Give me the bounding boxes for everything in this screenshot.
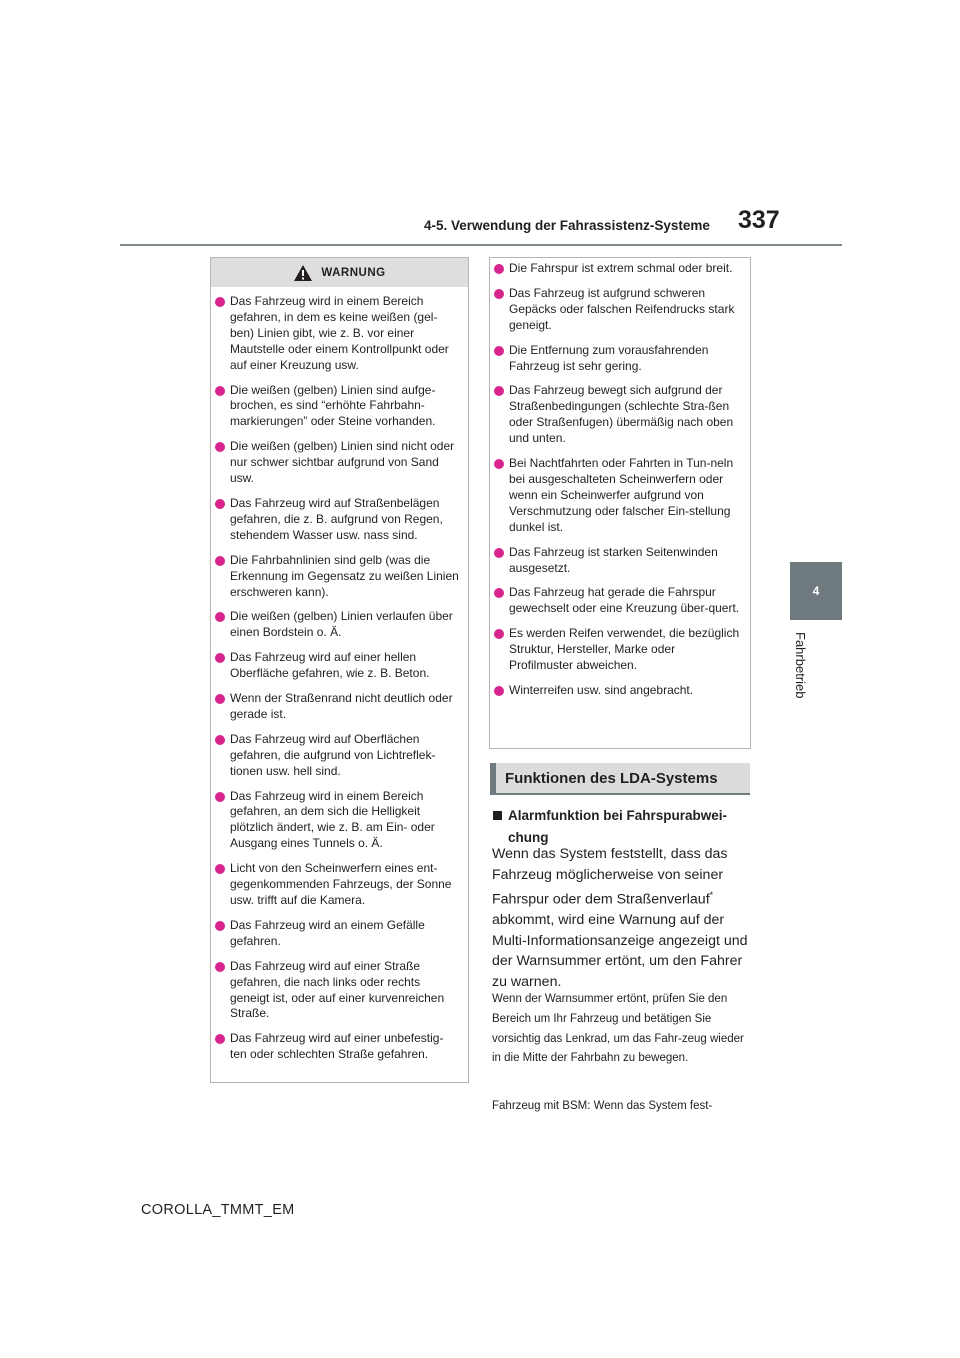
list-item-text: Das Fahrzeug wird an einem Gefälle gefahren. xyxy=(230,917,425,948)
warning-triangle-icon xyxy=(293,264,313,282)
note-paragraph: Wenn der Warnsummer ertönt, prüfen Sie den Bereich um Ihr Fahrzeug und betätigen Sie vorsichtig das Lenkrad, um das Fahr-zeug wieder in die Mitte der Fahrbahn zu bewegen. xyxy=(492,993,744,1065)
bullet-dot-icon xyxy=(215,864,225,874)
warning-list xyxy=(211,287,468,1063)
bullet-dot-icon xyxy=(215,556,225,566)
list-item xyxy=(215,294,460,374)
list-item-text: Das Fahrzeug wird auf einer hellen Oberfläche gefahren, wie z. B. Beton. xyxy=(230,650,430,681)
list-item xyxy=(215,553,460,601)
warning-continued-list xyxy=(490,258,750,699)
bullet-dot-icon xyxy=(215,653,225,663)
list-item xyxy=(215,732,460,780)
list-item xyxy=(494,286,742,334)
bullet-dot-icon xyxy=(215,962,225,972)
bullet-dot-icon xyxy=(215,735,225,745)
footnote-marker: * xyxy=(709,890,714,900)
bullet-dot-icon xyxy=(494,346,504,356)
bullet-dot-icon xyxy=(494,459,504,469)
list-item xyxy=(494,343,742,375)
list-item-text: Licht von den Scheinwerfern eines ent-gegenkommenden Fahrzeugs, der Sonne usw. trifft auf die Kamera. xyxy=(230,861,452,907)
list-item-text: Das Fahrzeug wird auf Straßenbelägen gefahren, die z. B. aufgrund von Regen, stehendem Wasser usw. nass sind. xyxy=(230,495,443,542)
bullet-dot-icon xyxy=(215,694,225,704)
list-item xyxy=(215,691,460,723)
warning-header xyxy=(211,258,468,287)
bullet-dot-icon xyxy=(215,386,225,396)
bullet-dot-icon xyxy=(215,792,225,802)
page-number: 337 xyxy=(738,206,780,234)
list-item xyxy=(494,261,742,277)
bullet-dot-icon xyxy=(215,612,225,622)
list-item-text: Das Fahrzeug ist starken Seitenwinden ausgesetzt. xyxy=(509,544,718,575)
list-item xyxy=(215,1031,460,1063)
bullet-dot-icon xyxy=(215,1034,225,1044)
list-item-text: Das Fahrzeug hat gerade die Fahrspur gewechselt oder eine Kreuzung über-quert. xyxy=(509,585,740,616)
bullet-dot-icon xyxy=(215,442,225,452)
list-item-text: Die weißen (gelben) Linien verlaufen über einen Bordstein o. Ä. xyxy=(230,609,453,640)
list-item xyxy=(215,650,460,682)
footer-code: COROLLA_TMMT_EM xyxy=(141,1202,295,1218)
bullet-dot-icon xyxy=(494,629,504,639)
main-paragraph xyxy=(492,844,754,992)
bullet-dot-icon xyxy=(494,588,504,598)
square-bullet-icon xyxy=(493,811,502,820)
list-item xyxy=(494,383,742,447)
header-section-title: 4-5. Verwendung der Fahrassistenz-Systeme xyxy=(424,218,710,233)
list-item-text: Das Fahrzeug wird auf Oberflächen gefahren, die aufgrund von Lichtreflek-tionen usw. hell sind. xyxy=(230,731,436,778)
bullet-dot-icon xyxy=(215,921,225,931)
list-item xyxy=(494,545,742,577)
chapter-tab: 4 xyxy=(790,562,842,620)
list-item xyxy=(215,383,460,431)
list-item xyxy=(215,789,460,853)
list-item xyxy=(215,439,460,487)
list-item-text: Das Fahrzeug ist aufgrund schweren Gepäcks oder falschen Reifendrucks stark geneigt. xyxy=(509,285,735,332)
bullet-dot-icon xyxy=(494,686,504,696)
subheading xyxy=(492,805,754,849)
list-item-text: Das Fahrzeug wird in einem Bereich gefahren, an dem sich die Helligkeit plötzlich ändert, wie z. B. am Ein- oder Ausgang eines Tunnels o. Ä. xyxy=(230,788,435,851)
bsm-paragraph: Fahrzeug mit BSM: Wenn das System fest- xyxy=(492,1100,713,1112)
list-item xyxy=(494,683,742,699)
list-item-text: Winterreifen usw. sind angebracht. xyxy=(509,682,694,697)
bullet-dot-icon xyxy=(215,297,225,307)
warning-continued-box xyxy=(489,257,751,749)
main-paragraph-start: Wenn das System feststellt, dass das Fahrzeug möglicherweise von seiner Fahrspur oder dem Straßenverlauf xyxy=(492,846,728,908)
list-item xyxy=(494,585,742,617)
list-item-text: Das Fahrzeug wird in einem Bereich gefahren, in dem es keine weißen (gel-ben) Linien gibt, wie z. B. vor einer Mautstelle oder einem Kontrollpunkt oder auf einer Kreuzung usw. xyxy=(230,294,449,372)
bullet-dot-icon xyxy=(215,499,225,509)
bullet-dot-icon xyxy=(494,289,504,299)
bullet-dot-icon xyxy=(494,386,504,396)
list-item-text: Die Fahrspur ist extrem schmal oder breit. xyxy=(509,261,733,275)
chapter-label: Fahrbetrieb xyxy=(793,632,808,699)
warning-box xyxy=(210,257,469,1083)
list-item xyxy=(215,959,460,1023)
bullet-dot-icon xyxy=(494,264,504,274)
list-item-text: Die weißen (gelben) Linien sind nicht oder nur schwer sichtbar aufgrund von Sand usw. xyxy=(230,439,455,486)
list-item-text: Die Fahrbahnlinien sind gelb (was die Erkennung im Gegensatz zu weißen Linien erschweren kann). xyxy=(230,552,459,599)
warning-title: WARNUNG xyxy=(321,266,386,279)
header-rule xyxy=(120,244,842,246)
list-item-text: Es werden Reifen verwendet, die bezüglich Struktur, Hersteller, Marke oder Profilmuster abweichen. xyxy=(509,626,740,673)
list-item-text: Die Entfernung zum vorausfahrenden Fahrzeug ist sehr gering. xyxy=(509,342,709,373)
list-item xyxy=(215,861,460,909)
list-item xyxy=(494,626,742,674)
subheading-text: Alarmfunktion bei Fahrspurabwei-chung xyxy=(508,808,728,845)
section-header: Funktionen des LDA-Systems xyxy=(490,763,750,795)
bullet-dot-icon xyxy=(494,548,504,558)
list-item-text: Das Fahrzeug wird auf einer unbefestig-ten oder schlechten Straße gefahren. xyxy=(230,1031,444,1062)
main-paragraph-end: abkommt, wird eine Warnung auf der Multi-Informationsanzeige angezeigt und der Warnsummer ertönt, um den Fahrer zu warnen. xyxy=(492,912,748,990)
list-item xyxy=(215,496,460,544)
list-item-text: Das Fahrzeug bewegt sich aufgrund der Straßenbedingungen (schlechte Stra-ßen oder Straßenfugen) übermäßig nach oben und unten. xyxy=(509,383,734,446)
list-item-text: Wenn der Straßenrand nicht deutlich oder gerade ist. xyxy=(230,691,453,721)
list-item xyxy=(215,609,460,641)
list-item xyxy=(494,456,742,536)
list-item xyxy=(215,918,460,950)
list-item-text: Bei Nachtfahrten oder Fahrten in Tun-neln bei ausgeschalteten Scheinwerfern oder wenn ein Scheinwerfer aufgrund von Verschmutzung oder falscher Ein-stellung dunkel ist. xyxy=(509,456,734,534)
list-item-text: Das Fahrzeug wird auf einer Straße gefahren, die nach links oder rechts geneigt ist, oder auf einer kurvenreichen Straße. xyxy=(230,958,445,1021)
list-item-text: Die weißen (gelben) Linien sind aufge-brochen, es sind “erhöhte Fahrbahn-markierungen” oder Steine vorhanden. xyxy=(230,382,436,429)
